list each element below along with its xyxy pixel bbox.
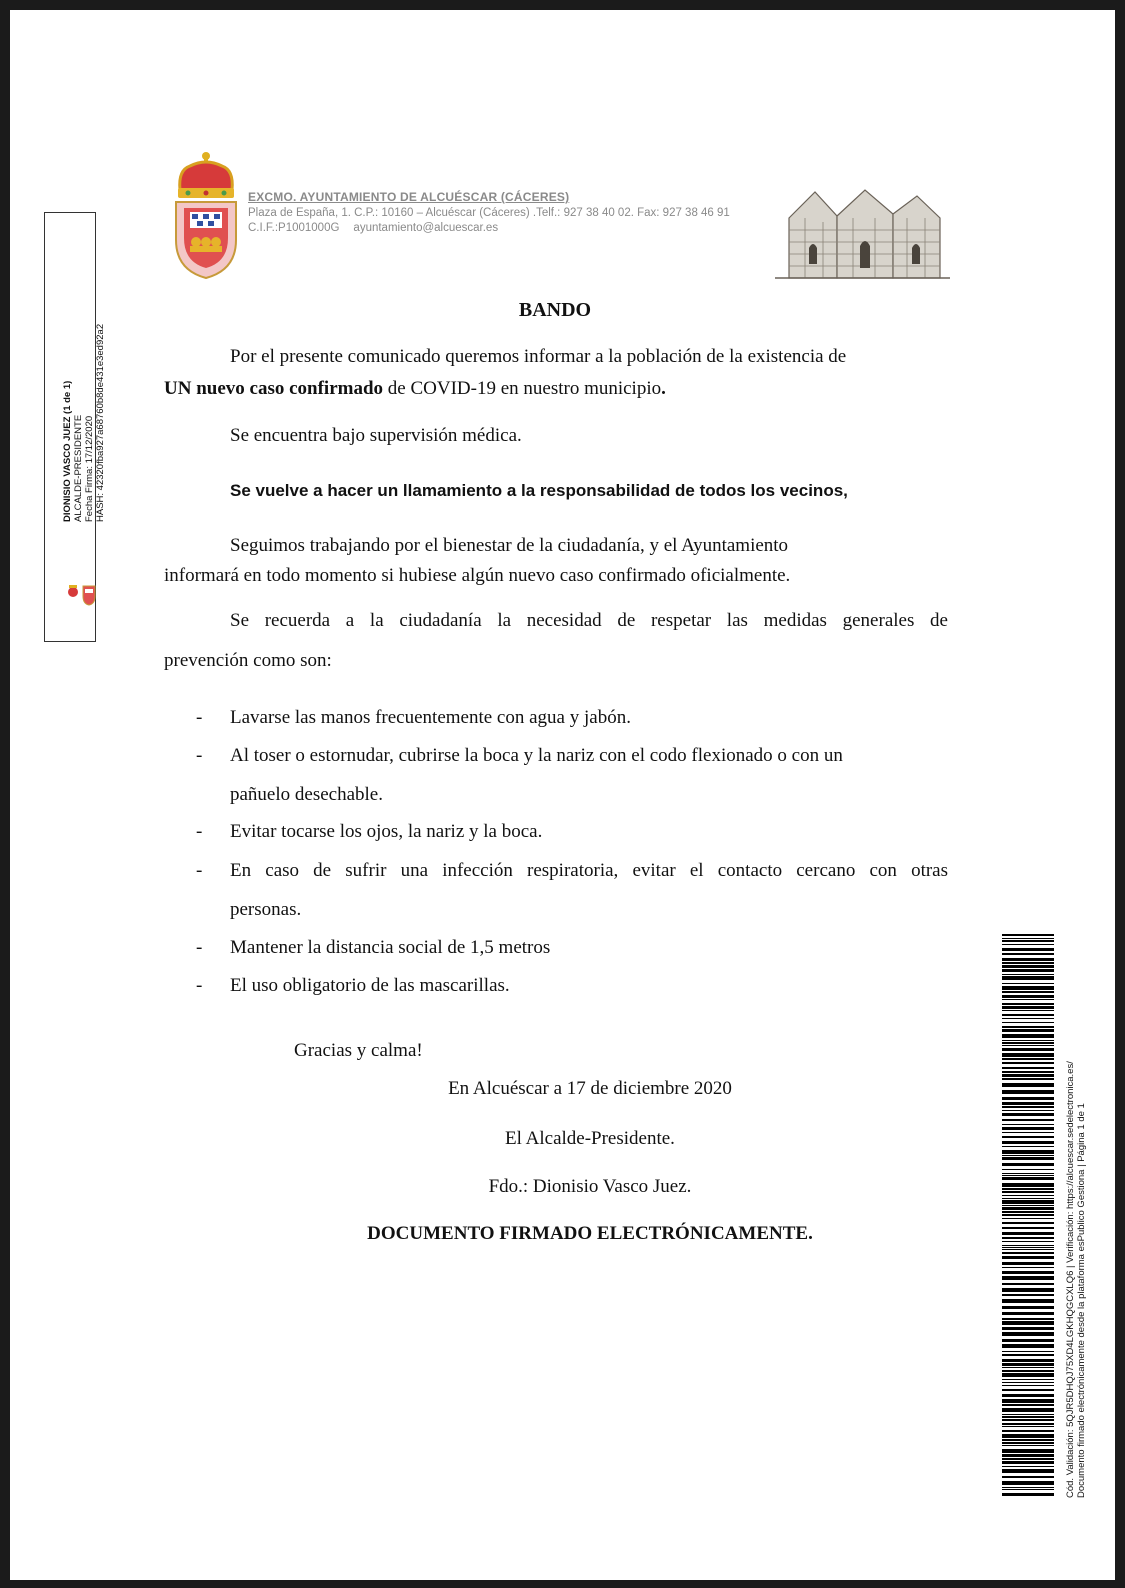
validation-barcode: [1002, 934, 1054, 1499]
bullet-4: [230, 860, 948, 882]
barcode-bar: [1002, 1163, 1054, 1166]
validation-line-2: Documento firmado electrónicamente desde la plataforma esPublico Gestiona | Página 1 de 1: [1076, 1103, 1087, 1498]
barcode-bar: [1002, 1318, 1054, 1320]
electronic-signature-note: DOCUMENTO FIRMADO ELECTRÓNICAMENTE.: [367, 1223, 813, 1244]
signature-date: Fecha Firma: 17/12/2020: [84, 415, 95, 522]
barcode-bar: [1002, 965, 1054, 968]
validation-line-1: Cód. Validación: 5QJR5DHQJ75XD4LGKHQGCXLQ6 | Verificación: https://alcuescar.sedelectronica.es/: [1065, 1061, 1076, 1498]
barcode-bar: [1002, 1493, 1054, 1496]
barcode-bar: [1002, 1423, 1054, 1425]
place-and-date: En Alcuéscar a 17 de diciembre 2020: [448, 1078, 732, 1099]
barcode-bar: [1002, 1487, 1054, 1488]
barcode-bar: [1002, 1247, 1054, 1248]
barcode-bar: [1002, 1191, 1054, 1193]
barcode-bar: [1002, 1214, 1054, 1216]
barcode-bar: [1002, 1078, 1054, 1080]
barcode-bar: [1002, 962, 1054, 964]
barcode-bar: [1002, 1183, 1054, 1187]
bullet-2-continuation: pañuelo desechable.: [230, 784, 383, 805]
validation-text: [1065, 1061, 1087, 1498]
bullet-marker: -: [196, 860, 203, 881]
barcode-bar: [1002, 1394, 1054, 1397]
document-page: [10, 10, 1115, 1580]
barcode-bar: [1002, 983, 1054, 984]
signer-role: El Alcalde-Presidente.: [505, 1128, 675, 1149]
barcode-bar: [1002, 1379, 1054, 1380]
barcode-bar: [1002, 1045, 1054, 1046]
barcode-bar: [1002, 934, 1054, 936]
barcode-bar: [1002, 1458, 1054, 1460]
barcode-bar: [1002, 1042, 1054, 1044]
barcode-bar: [1002, 1327, 1054, 1330]
barcode-bar: [1002, 1074, 1054, 1077]
paragraph-1-rest: de COVID-19 en nuestro municipio: [383, 378, 662, 399]
signature-hash: HASH: 42320fba927a68760b8de431e3ed92a2: [95, 323, 106, 522]
barcode-bar: [1002, 1106, 1054, 1108]
barcode-bar: [1002, 995, 1054, 998]
barcode-bar: [1002, 1227, 1054, 1229]
barcode-bar: [1002, 1449, 1054, 1453]
barcode-bar: [1002, 1339, 1054, 1342]
barcode-bar: [1002, 1294, 1054, 1296]
barcode-bar: [1002, 1006, 1054, 1009]
barcode-bar: [1002, 1426, 1054, 1427]
church-illustration: [775, 178, 950, 282]
barcode-bar: [1002, 1222, 1054, 1224]
barcode-bar: [1002, 1237, 1054, 1239]
barcode-bar: [1002, 999, 1054, 1000]
barcode-bar: [1002, 1010, 1054, 1011]
bullet-marker: -: [196, 937, 203, 958]
barcode-bar: [1002, 1083, 1054, 1087]
barcode-bar: [1002, 1169, 1054, 1170]
barcode-bar: [1002, 938, 1054, 939]
barcode-bar: [1002, 974, 1054, 975]
barcode-bar: [1002, 1351, 1054, 1352]
barcode-bar: [1002, 1205, 1054, 1206]
barcode-bar: [1002, 958, 1054, 961]
barcode-bar: [1002, 1481, 1054, 1485]
barcode-bar: [1002, 1434, 1054, 1438]
barcode-bar: [1002, 1299, 1054, 1303]
barcode-bar: [1002, 1332, 1054, 1336]
barcode-bar: [1002, 1489, 1054, 1490]
barcode-bar: [1002, 1408, 1054, 1412]
barcode-bar: [1002, 1312, 1054, 1315]
barcode-bar: [1002, 1416, 1054, 1418]
barcode-bar: [1002, 1018, 1054, 1019]
bullet-2: Al toser o estornudar, cubrirse la boca y la nariz con el codo flexionado o con un: [230, 745, 843, 766]
barcode-bar: [1002, 944, 1054, 945]
barcode-bar: [1002, 1071, 1054, 1073]
paragraph-2: Se encuentra bajo supervisión médica.: [230, 425, 522, 446]
mini-coat-of-arms-icon: [65, 580, 97, 606]
bullet-1: Lavarse las manos frecuentemente con agua y jabón.: [230, 707, 631, 728]
barcode-bar: [1002, 1062, 1054, 1064]
bullet-4-text: En caso de sufrir una infección respiratoria, evitar el contacto cercano con otras: [230, 860, 948, 881]
barcode-bar: [1002, 986, 1054, 990]
barcode-bar: [1002, 1373, 1054, 1377]
barcode-bar: [1002, 1267, 1054, 1268]
barcode-bar: [1002, 1241, 1054, 1242]
bullet-marker: -: [196, 975, 203, 996]
barcode-bar: [1002, 1048, 1054, 1051]
barcode-bar: [1002, 1245, 1054, 1246]
barcode-bar: [1002, 1119, 1054, 1121]
barcode-bar: [1002, 1146, 1054, 1147]
barcode-bar: [1002, 1271, 1054, 1274]
letterhead: [248, 190, 730, 236]
barcode-bar: [1002, 1058, 1054, 1060]
barcode-bar: [1002, 1262, 1054, 1265]
barcode-bar: [1002, 1469, 1054, 1473]
barcode-bar: [1002, 1003, 1054, 1005]
barcode-bar: [1002, 1014, 1054, 1016]
bullet-marker: -: [196, 745, 203, 766]
barcode-bar: [1002, 1288, 1054, 1292]
barcode-bar: [1002, 1430, 1054, 1432]
barcode-bar: [1002, 1385, 1054, 1386]
paragraph-3-line-2: informará en todo momento si hubiese algún nuevo caso confirmado oficialmente.: [164, 565, 791, 586]
barcode-bar: [1002, 1053, 1054, 1057]
bullet-5: Mantener la distancia social de 1,5 metros: [230, 937, 551, 958]
barcode-bar: [1002, 1363, 1054, 1366]
signer-name-stamp: DIONISIO VASCO JUEZ (1 de 1): [62, 380, 73, 522]
barcode-bar: [1002, 1439, 1054, 1441]
barcode-bar: [1002, 1173, 1054, 1174]
signer-name: Fdo.: Dionisio Vasco Juez.: [488, 1176, 692, 1197]
barcode-bar: [1002, 1175, 1054, 1176]
paragraph-1-end: .: [661, 378, 666, 399]
bullet-marker: -: [196, 707, 203, 728]
barcode-bar: [1002, 1198, 1054, 1199]
paragraph-4-line-2: prevención como son:: [164, 650, 332, 671]
letterhead-cif: C.I.F.:P1001000G: [248, 222, 340, 234]
barcode-bar: [1002, 1157, 1054, 1160]
barcode-bar: [1002, 1040, 1054, 1041]
barcode-bar: [1002, 976, 1054, 980]
barcode-bar: [1002, 940, 1054, 942]
barcode-bar: [1002, 1445, 1054, 1446]
barcode-bar: [1002, 1195, 1054, 1196]
paragraph-1-bold: UN nuevo caso confirmado: [164, 378, 384, 399]
barcode-bar: [1002, 1404, 1054, 1406]
barcode-bar: [1002, 948, 1054, 951]
barcode-bar: [1002, 1102, 1054, 1105]
barcode-bar: [1002, 1211, 1054, 1213]
barcode-bar: [1002, 1252, 1054, 1254]
barcode-bar: [1002, 1344, 1054, 1348]
barcode-bar: [1002, 1113, 1054, 1116]
letterhead-email: ayuntamiento@alcuescar.es: [353, 222, 499, 234]
paragraph-1-line-2: [164, 378, 666, 400]
barcode-bar: [1002, 1232, 1054, 1235]
barcode-bar: [1002, 1188, 1054, 1190]
barcode-bar: [1002, 1249, 1054, 1250]
barcode-bar: [1002, 991, 1054, 993]
barcode-bar: [1002, 1034, 1054, 1038]
barcode-bar: [1002, 1476, 1054, 1478]
barcode-bar: [1002, 969, 1054, 972]
barcode-bar: [1002, 1367, 1054, 1368]
barcode-bar: [1002, 1306, 1054, 1309]
paragraph-4-line-1: [230, 610, 948, 632]
barcode-bar: [1002, 1461, 1054, 1464]
barcode-bar: [1002, 1218, 1054, 1219]
barcode-bar: [1002, 1354, 1054, 1356]
barcode-bar: [1002, 1097, 1054, 1100]
barcode-bar: [1002, 1141, 1054, 1144]
barcode-bar: [1002, 1029, 1054, 1032]
barcode-bar: [1002, 1454, 1054, 1457]
barcode-bar: [1002, 1359, 1054, 1362]
barcode-bar: [1002, 1399, 1054, 1403]
bullet-4-continuation: personas.: [230, 899, 302, 920]
bullet-3: Evitar tocarse los ojos, la nariz y la boca.: [230, 821, 543, 842]
bullet-marker: -: [196, 821, 203, 842]
barcode-bar: [1002, 1466, 1054, 1467]
barcode-bar: [1002, 1067, 1054, 1069]
barcode-bar: [1002, 1127, 1054, 1130]
barcode-bar: [1002, 1256, 1054, 1259]
letterhead-address: Plaza de España, 1. C.P.: 10160 – Alcuéscar (Cáceres) .Telf.: 927 38 40 02. Fax: 927 38 46 91: [248, 207, 730, 219]
coat-of-arms-logo: [170, 150, 242, 282]
barcode-bar: [1002, 953, 1054, 955]
barcode-bar: [1002, 1419, 1054, 1421]
barcode-bar: [1002, 1389, 1054, 1391]
barcode-bar: [1002, 1022, 1054, 1023]
paragraph-4-line-1-text: Se recuerda a la ciudadanía la necesidad de respetar las medidas generales de: [230, 610, 948, 631]
barcode-bar: [1002, 1026, 1054, 1028]
bullet-6: El uso obligatorio de las mascarillas.: [230, 975, 510, 996]
signer-role-stamp: ALCALDE-PRESIDENTE: [73, 414, 84, 522]
barcode-bar: [1002, 1283, 1054, 1285]
bando-title: BANDO: [518, 299, 592, 321]
paragraph-1-line-1: Por el presente comunicado queremos informar a la población de la existencia de: [230, 346, 847, 367]
barcode-bar: [1002, 1382, 1054, 1383]
responsibility-callout: Se vuelve a hacer un llamamiento a la responsabilidad de todos los vecinos,: [230, 481, 848, 500]
barcode-bar: [1002, 1177, 1054, 1180]
barcode-bar: [1002, 1414, 1054, 1415]
letterhead-title: EXCMO. AYUNTAMIENTO DE ALCUÉSCAR (CÁCERES): [248, 190, 570, 204]
barcode-bar: [1002, 1442, 1054, 1444]
barcode-bar: [1002, 1321, 1054, 1325]
barcode-bar: [1002, 1207, 1054, 1210]
barcode-bar: [1002, 1370, 1054, 1372]
barcode-bar: [1002, 1124, 1054, 1125]
signature-stamp-text: [62, 324, 106, 522]
barcode-bar: [1002, 1200, 1054, 1204]
barcode-bar: [1002, 1132, 1054, 1133]
barcode-bar: [1002, 1110, 1054, 1111]
barcode-bar: [1002, 1136, 1054, 1138]
barcode-bar: [1002, 1276, 1054, 1280]
closing-phrase: Gracias y calma!: [294, 1040, 423, 1061]
barcode-bar: [1002, 1155, 1054, 1156]
paragraph-3-line-1: Seguimos trabajando por el bienestar de la ciudadanía, y el Ayuntamiento: [230, 535, 789, 556]
barcode-bar: [1002, 1150, 1054, 1154]
barcode-bar: [1002, 1090, 1054, 1094]
